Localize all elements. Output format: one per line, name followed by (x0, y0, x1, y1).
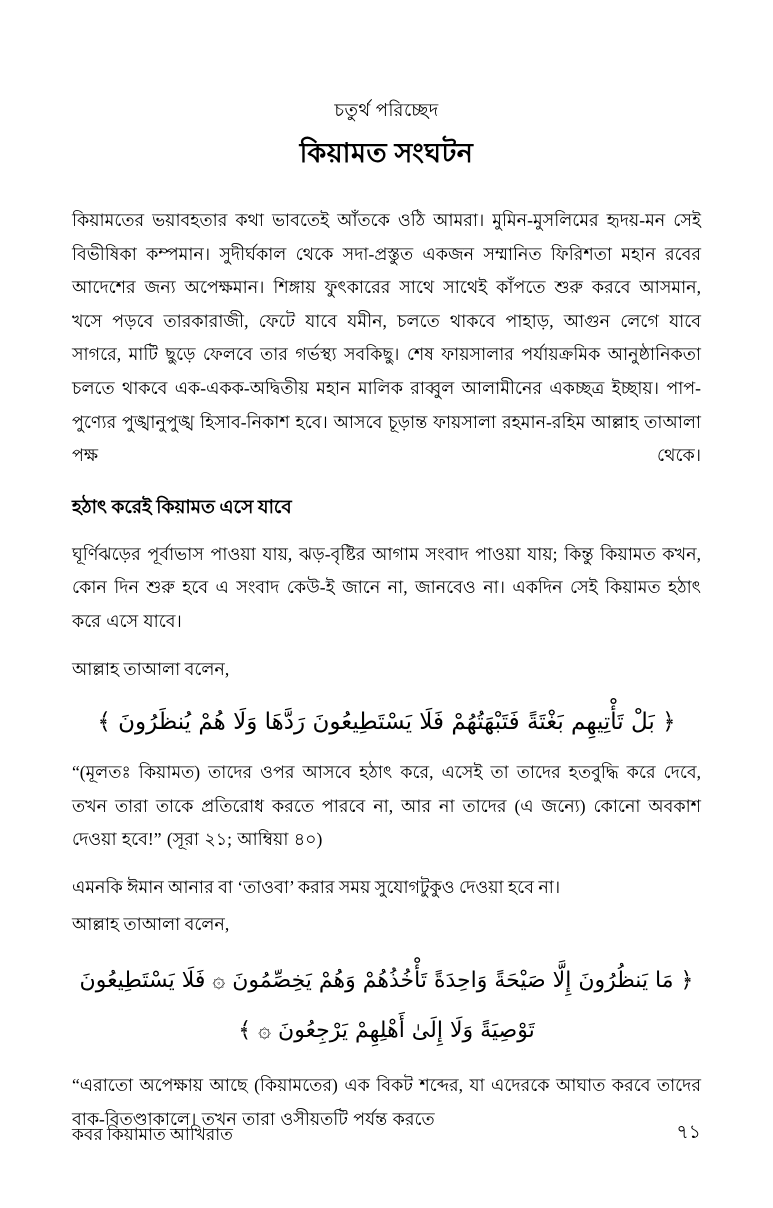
section-heading: হঠাৎ করেই কিয়ামত এসে যাবে (72, 497, 292, 518)
paragraph-sudden-arrival: ঘূর্ণিঝড়ের পূর্বাভাস পাওয়া যায়, ঝড়-বৃষ্টির আগাম সংবাদ পাওয়া যায়; কিন্তু কিয়ামত কখন, কোন দিন শুরু হবে এ সংবাদ কেউ-ই জানে না, জানবেও না। একদিন সেই কিয়ামত হঠাৎ করে এসে যাবে। (72, 543, 701, 631)
quran-verse-arabic-1: ﴿ بَلْ تَأْتِيهِم بَغْتَةً فَتَبْهَتُهُمْ فَلَا يَسْتَطِيعُونَ رَدَّهَا وَلَا هُمْ يُنظَرُونَ ﴾ (97, 708, 676, 735)
lead-in-allah-says-2: আল্লাহ তাআলা বলেন, (72, 914, 230, 935)
page-footer (72, 1118, 701, 1150)
quran-verse-arabic-2-line1: ﴿ مَا يَنظُرُونَ إِلَّا صَيْحَةً وَاحِدَةً تَأْخُذُهُمْ وَهُمْ يَخِصِّمُونَ ۞ فَلَا يَسْتَطِيعُونَ (79, 968, 694, 994)
quran-translation-2: “এরাতো অপেক্ষায় আছে (কিয়ামতের) এক বিকট শব্দের, যা এদেরকে আঘাত করবে তাদের বাক-বিতণ্ডাকালে। তখন তারা ওসীয়তটি পর্যন্ত করতে (72, 1075, 701, 1129)
footer-book-title: কবর কিয়ামাত আখিরাত (72, 1125, 233, 1144)
page-title: কিয়ামত সংঘটন (299, 138, 474, 168)
quran-translation-1: “(মূলতঃ কিয়ামত) তাদের ওপর আসবে হঠাৎ করে, এসেই তা তাদের হতবুদ্ধি করে দেবে, তখন তারা তাকে প্রতিরোধ করতে পারবে না, আর না তাদের (এ জন্যে) কোনো অবকাশ দেওয়া হবে!” (সূরা ২১; আম্বিয়া ৪০) (72, 762, 701, 850)
footer-page-number: ৭১ (676, 1122, 701, 1143)
paragraph-intro: কিয়ামতের ভয়াবহতার কথা ভাবতেই আঁতকে ওঠি আমরা। মুমিন-মুসলিমের হৃদয়-মন সেই বিভীষিকা কম্পমান। সুদীর্ঘকাল থেকে সদা-প্রস্তুত একজন সম্মানিত ফিরিশতা মহান রবের আদেশের জন্য অপেক্ষমান। শিঙ্গায় ফুৎকারের সাথে সাথেই কাঁপতে শুরু করবে আসমান, খসে পড়বে তারকারাজী, ফেটে যাবে যমীন, চলতে থাকবে পাহাড়, আগুন লেগে যাবে সাগরে, মাটি ছুড়ে ফেলবে তার গর্ভস্থ্য সবকিছু। শেষ ফায়সালার পর্যায়ক্রমিক আনুষ্ঠানিকতা চলতে থাকবে এক-একক-অদ্বিতীয় মহান মালিক রাব্বুল আলামীনের একচ্ছত্র ইচ্ছায়। পাপ-পুণ্যের পুঙ্খানুপুঙ্খ হিসাব-নিকাশ হবে। আসবে চূড়ান্ত ফায়সালা রহমান-রহিম আল্লাহ তাআলা পক্ষ থেকে। (72, 210, 701, 466)
chapter-label: চতুর্থ পরিচ্ছেদ (334, 100, 439, 120)
lead-in-allah-says-1: আল্লাহ তাআলা বলেন, (72, 658, 230, 679)
quran-verse-arabic-2-line2: تَوْصِيَةً وَلَا إِلَىٰ أَهْلِهِمْ يَرْجِعُونَ ۞ ﴾ (238, 1018, 535, 1044)
paragraph-no-repentance: এমনকি ঈমান আনার বা ‘তাওবা’ করার সময় সুযোগটুকুও দেওয়া হবে না। (72, 876, 561, 897)
